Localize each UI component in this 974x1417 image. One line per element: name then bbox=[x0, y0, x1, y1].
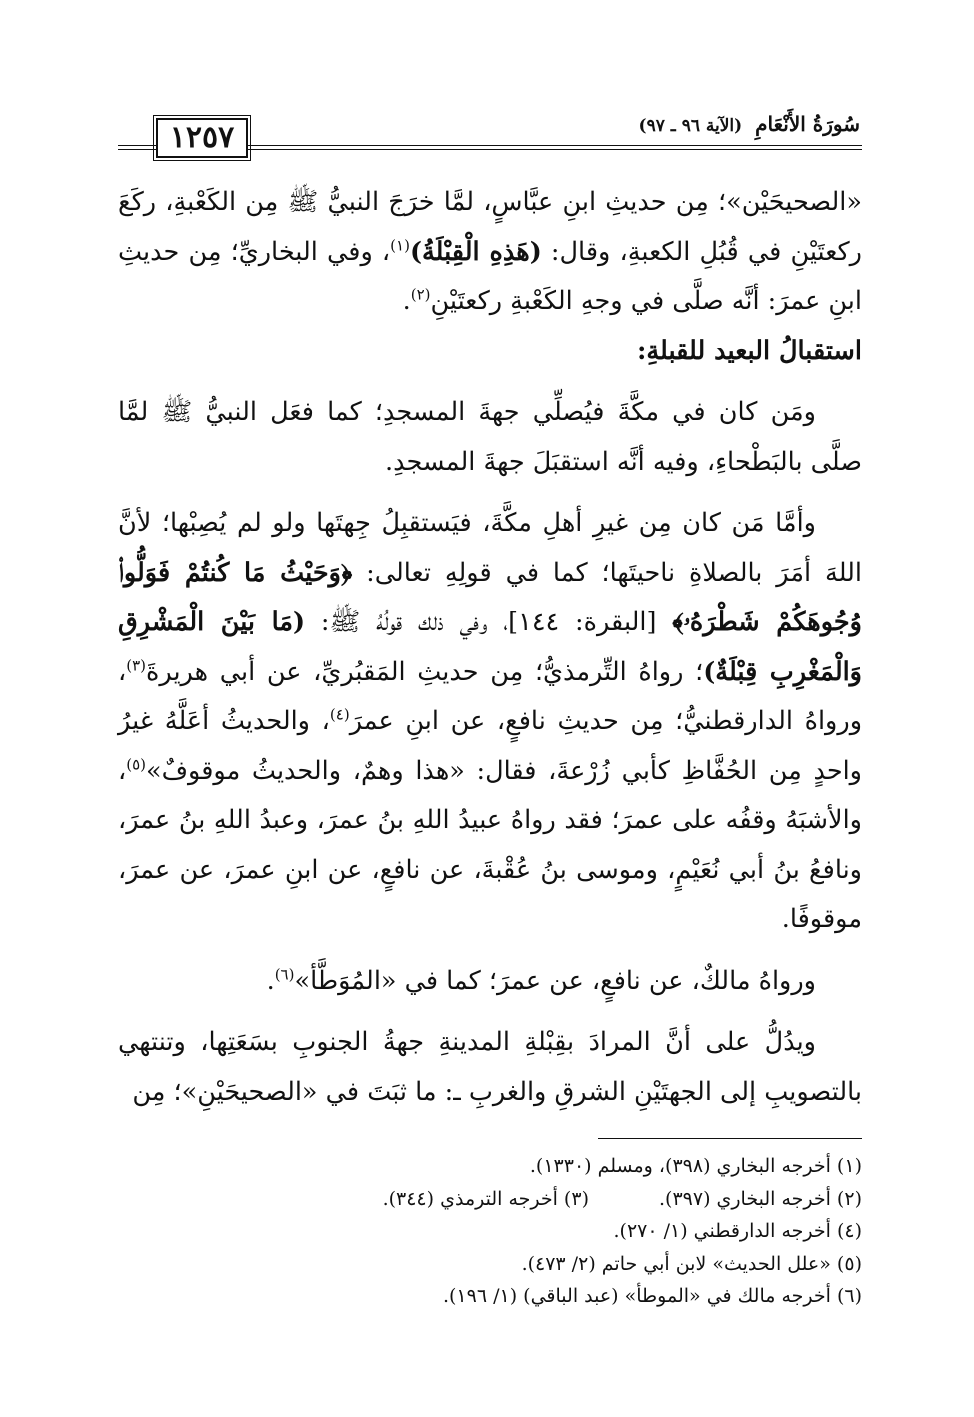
hadith-quote-2: (مَا بَيْنَ الْمَشْرِقِ وَالْمَغْرِبِ قِبْلَةٌ) bbox=[118, 607, 862, 687]
footnote-5: (٥) «علل الحديث» لابن أبي حاتم (٢/ ٤٧٣). bbox=[521, 1252, 862, 1275]
main-text bbox=[118, 178, 862, 1117]
footnote-ref-1[interactable]: (١) bbox=[390, 236, 410, 254]
footnote-3: (٣) أخرجه الترمذي (٣٤٤). bbox=[382, 1187, 589, 1210]
footnote-ref-6[interactable]: (٦) bbox=[274, 965, 295, 983]
footnote-ref-3[interactable]: (٣) bbox=[126, 656, 147, 674]
p1-text-d: . bbox=[402, 286, 411, 316]
p3-text-d: ، ورواهُ الدارقطنيُّ؛ مِن حديثِ نافعٍ، عن ابنِ عمرَ bbox=[118, 656, 863, 736]
p3-text-f: ، والأشبَهُ وقفُه على عمرَ؛ فقد رواهُ عبيدُ اللهِ بنُ عمرَ، وعبدُ اللهِ بنُ عمرَ، ونافعُ بنُ أبي نُعَيْمٍ، وموسى بنُ عُقْبةَ، عن نافعٍ، عن ابنِ عمرَ، عن عمرَ، موقوفًا. bbox=[118, 755, 862, 934]
paragraph-2: ومَن كان في مكَّةَ فيُصلِّي جهةَ المسجدِ؛ كما فعَل النبيُّ ﷺ لمَّا صلَّى بالبَطْحاءِ، وفيه أنَّه استقبَلَ جهةَ المسجدِ. bbox=[118, 397, 862, 477]
p4-text-a: ورواهُ مالكٌ، عن نافعٍ، عن عمرَ؛ كما في «المُوَطَّأ» bbox=[294, 965, 816, 996]
footnote-1: (١) أخرجه البخاري (٣٩٨)، ومسلم (١٣٣٠). bbox=[529, 1155, 862, 1177]
p4-text-b: . bbox=[266, 965, 275, 996]
p3-text-e: ، والحديثُ أعَلَّهُ غيرُ واحدٍ مِن الحُفَّاظِ كأبي زُرْعةَ، فقال: «هذا وهمٌ، والحديثُ موقوفٌ» bbox=[118, 706, 862, 786]
p3-text-a: وأمَّا مَن كان مِن غيرِ أهلِ مكَّةَ، فيَستقبِلُ جِهتَها ولو لم يُصِبْها؛ لأنَّ اللهَ أمَرَ بالصلاةِ ناحيتَها؛ كما في قولِهِ تعالى: bbox=[118, 508, 862, 588]
footnote-6: (٦) أخرجه مالك في «الموطأ» (عبد الباقي) (١/ ١٩٦). bbox=[442, 1285, 862, 1307]
hadith-quote-1: (هَذِهِ الْقِبْلَةُ) bbox=[409, 236, 542, 267]
p3-text-c: ؛ رواهُ التِّرمذيُّ؛ مِن حديثِ المَقبُريِّ، عن أبي هريرةَ bbox=[146, 656, 704, 687]
footnote-ref-5[interactable]: (٥) bbox=[126, 755, 147, 773]
verse-ref: (الآية ٩٦ ـ ٩٧) bbox=[638, 116, 743, 136]
paragraph-5: ويدُلُّ على أنَّ المرادَ بقِبْلةِ المدينةِ جهةُ الجنوبِ بسَعَتِها، وتنتهي بالتصويبِ إلى الجهتَيْنِ الشرقِ والغربِ ـ: ما ثبَتَ في «الصحيحَيْنِ»؛ مِن bbox=[118, 1027, 862, 1107]
header-rule-right bbox=[246, 145, 862, 150]
p3-text-b: ، وفي ذلك قولُهُ ﷺ: bbox=[305, 607, 509, 637]
quran-verse-ref: [البقرة: ١٤٤] bbox=[508, 607, 673, 637]
quran-verse: ﴿وَحَيْثُ مَا كُنتُمْ فَوَلُّوا۟ وُجُوهَكُمْ شَطْرَهُۥ﴾ bbox=[118, 557, 862, 637]
page-number: ١٢٥٧ bbox=[156, 118, 248, 158]
footnotes bbox=[118, 1150, 862, 1313]
surah-title: سُورَةُ الأَنْعَامِ bbox=[755, 112, 860, 136]
header-rule-left bbox=[118, 145, 156, 150]
paragraph-4 bbox=[118, 957, 862, 1007]
p1-text-c: ، وفي البخاريِّ؛ مِن حديثِ ابنِ عمرَ: أنَّه صلَّى في وجهِ الكَعْبةِ ركعتَيْنِ bbox=[118, 236, 862, 316]
paragraph-3 bbox=[118, 499, 862, 945]
paragraph-1 bbox=[118, 178, 862, 327]
footnote-ref-2[interactable]: (٢) bbox=[410, 285, 431, 304]
p1-text-a: «الصحيحَيْن»؛ مِن حديثِ ابنِ عبَّاسٍ، لمَّا خرَجَ النبيُّ ﷺ مِن الكَعْبةِ، ركَعَ ركعتَيْنِ في قُبُلِ الكعبةِ، وقال: bbox=[118, 187, 862, 267]
section-heading: استقبالُ البعيد للقبلةِ: bbox=[636, 335, 862, 366]
footnote-2: (٢) أخرجه البخاري (٣٩٧). bbox=[658, 1187, 862, 1210]
footnote-row-2-3 bbox=[118, 1183, 862, 1216]
footnote-separator bbox=[598, 1138, 862, 1139]
running-head bbox=[639, 112, 860, 136]
footnote-4: (٤) أخرجه الدارقطني (١/ ٢٧٠). bbox=[613, 1220, 862, 1242]
footnote-ref-4[interactable]: (٤) bbox=[329, 705, 350, 724]
